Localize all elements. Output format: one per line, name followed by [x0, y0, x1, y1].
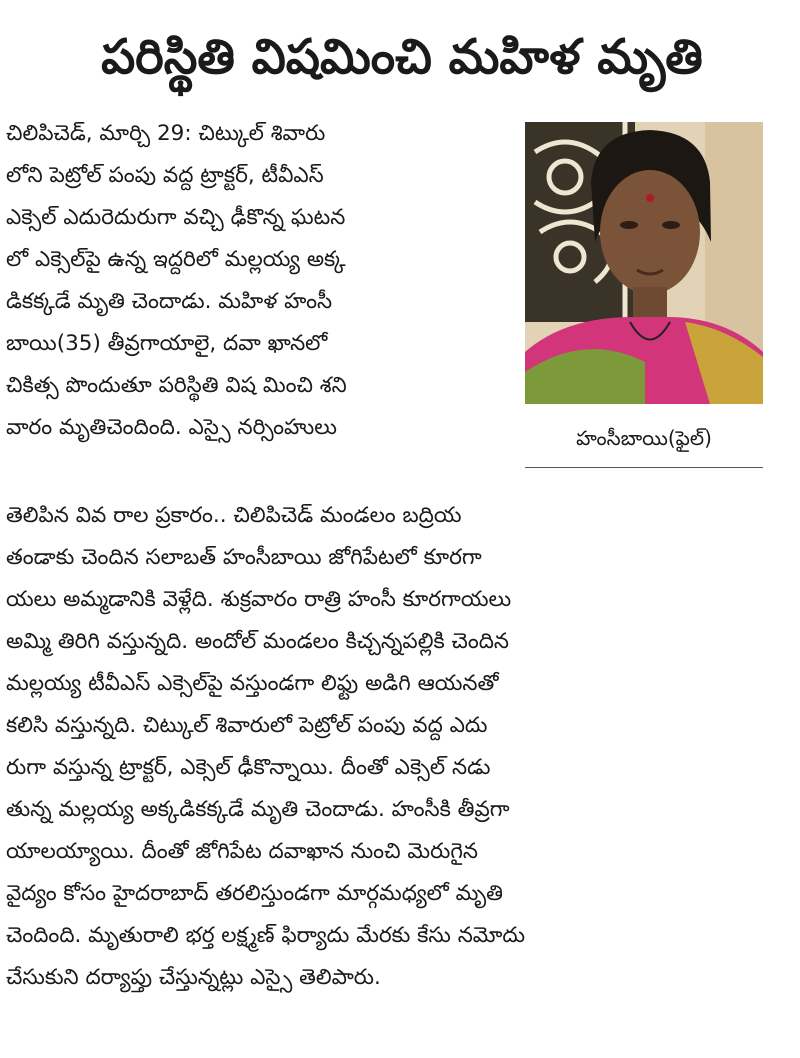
article-line: లో ఎక్సెల్‌పై ఉన్న ఇద్దరిలో మల్లయ్య అక్క — [6, 247, 346, 272]
article-line: తండాకు చెందిన సలాబత్ హంసీబాయి జోగిపేటలో కూరగా — [6, 545, 482, 570]
article-line: వైద్యం కోసం హైదరాబాద్ తరలిస్తుండగా మార్గమధ్యలో మృతి — [6, 881, 503, 906]
article-line: బాయి(35) తీవ్రగాయాలై, దవా ఖానలో — [6, 331, 328, 356]
article-line: వారం మృతిచెందింది. ఎస్సై నర్సింహులు — [6, 415, 337, 440]
headline: పరిస్థితి విషమించి మహిళ మృతి — [101, 29, 703, 85]
portrait-photo — [525, 122, 763, 404]
article-line: ఎక్సెల్ ఎదురెదురుగా వచ్చి ఢీకొన్న ఘటన — [6, 205, 346, 230]
article-line: యాలయ్యాయి. దీంతో జోగిపేట దవాఖాన నుంచి మెరుగైన — [6, 839, 478, 864]
article-line: తెలిపిన వివ రాల ప్రకారం.. చిలిపిచెడ్ మండలం బద్రియ — [6, 503, 462, 528]
article-line: డికక్కడే మృతి చెందాడు. మహిళ హంసీ — [6, 289, 333, 314]
article-line: రుగా వస్తున్న ట్రాక్టర్, ఎక్సెల్ ఢీకొన్నాయి. దీంతో ఎక్సెల్ నడు — [6, 755, 491, 780]
article-line: కలిసి వస్తున్నది. చిట్కుల్ శివారులో పెట్రోల్ పంపు వద్ద ఎదు — [6, 713, 488, 738]
photo-caption: హంసీబాయి(ఫైల్) — [576, 426, 712, 450]
article-line: యలు అమ్మడానికి వెళ్లేది. శుక్రవారం రాత్రి హంసీ కూరగాయలు — [6, 587, 512, 612]
article-line: చేసుకుని దర్యాప్తు చేస్తున్నట్లు ఎస్సై తెలిపారు. — [6, 965, 381, 990]
article-line: చెందింది. మృతురాలి భర్త లక్ష్మణ్ ఫిర్యాదు మేరకు కేసు నమోదు — [6, 923, 526, 948]
article-line: చిలిపిచెడ్, మార్చి 29: చిట్కుల్ శివారు — [6, 121, 326, 146]
caption-divider — [525, 467, 763, 468]
article-line: చికిత్స పొందుతూ పరిస్థితి విష మించి శని — [6, 373, 347, 398]
article-line: అమ్మి తిరిగి వస్తున్నది. అందోల్ మండలం కిచ్చన్నపల్లికి చెందిన — [6, 629, 510, 654]
article-line: లోని పెట్రోల్ పంపు వద్ద ట్రాక్టర్, టీవీఎస్ — [6, 163, 324, 188]
article-line: తున్న మల్లయ్య అక్కడికక్కడే మృతి చెందాడు. హంసీకి తీవ్రగా — [6, 797, 510, 822]
article-line: మల్లయ్య టీవీఎస్ ఎక్సెల్‌పై వస్తుండగా లిఫ్టు అడిగి ఆయనతో — [6, 671, 499, 696]
